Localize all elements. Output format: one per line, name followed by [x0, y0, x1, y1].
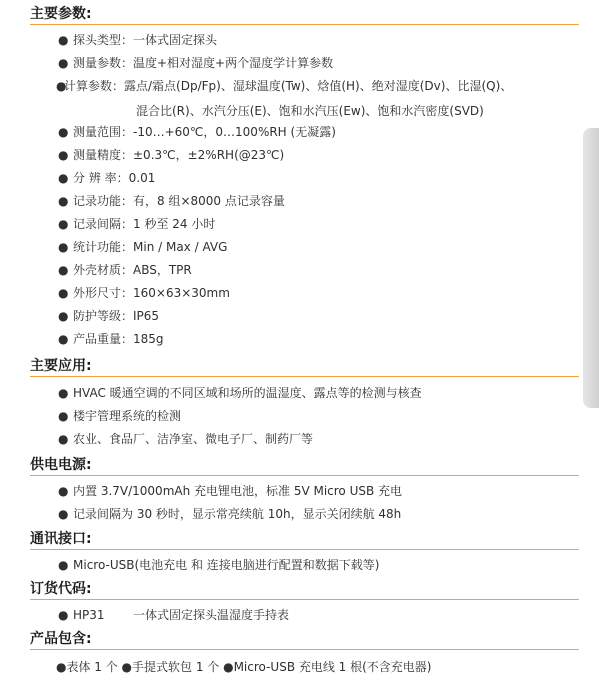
param-resolution: 分 辨 率：0.01: [73, 171, 156, 185]
heading-main-params: [30, 2, 579, 25]
param-statistics: 统计功能：Min / Max / AVG: [73, 240, 228, 254]
application-item: [58, 432, 313, 446]
interface-micro-usb: Micro-USB(电池充电 和 连接电脑进行配置和数据下载等): [73, 558, 380, 572]
interface-item: [58, 558, 379, 572]
bullet-icon: ●: [58, 484, 69, 498]
param-material: 外壳材质：ABS，TPR: [73, 263, 192, 277]
param-item: [58, 332, 164, 346]
heading-interface: [30, 527, 579, 550]
heading-package: [30, 627, 579, 650]
param-item: [58, 56, 333, 70]
heading-power: [30, 453, 579, 476]
package-contents: ●表体 1 个 ●手提式软包 1 个 ●Micro-USB 充电线 1 根(不含充电器): [56, 660, 432, 674]
param-item: [58, 171, 155, 185]
heading-order-code-text: 订货代码:: [30, 581, 92, 597]
heading-applications: [30, 354, 579, 377]
bullet-icon: ●: [58, 507, 69, 521]
param-item: [58, 263, 192, 277]
bullet-icon: ●: [58, 33, 69, 47]
param-item: [58, 309, 159, 323]
bullet-icon: ●: [56, 79, 67, 93]
param-item: [58, 194, 285, 208]
heading-applications-text: 主要应用:: [30, 358, 92, 374]
heading-main-params-text: 主要参数:: [30, 6, 92, 22]
order-item: [58, 608, 289, 622]
param-measured-params: 测量参数：温度+相对湿度+两个湿度学计算参数: [73, 56, 334, 70]
application-item: [58, 409, 181, 423]
bullet-icon: ●: [58, 332, 69, 346]
param-protection: 防护等级：IP65: [73, 309, 160, 323]
order-description: 一体式固定探头温湿度手持表: [133, 608, 290, 622]
power-item: [58, 484, 402, 498]
bullet-icon: ●: [58, 171, 69, 185]
param-calc-params-cont: 混合比(R)、水汽分压(E)、饱和水汽压(Ew)、饱和水汽密度(SVD): [136, 104, 484, 118]
bullet-icon: ●: [58, 240, 69, 254]
power-item: [58, 507, 401, 521]
bullet-icon: ●: [58, 409, 69, 423]
bullet-icon: ●: [58, 125, 69, 139]
application-industries: 农业、食品厂、洁净室、微电子厂、制药厂等: [73, 432, 314, 446]
power-endurance: 记录间隔为 30 秒时，显示常亮续航 10h，显示关闭续航 48h: [73, 507, 402, 521]
param-item: [58, 125, 336, 139]
param-item: [58, 33, 217, 47]
application-item: [58, 386, 422, 400]
bullet-icon: ●: [58, 309, 69, 323]
param-item: [58, 240, 227, 254]
bullet-icon: ●: [58, 217, 69, 231]
param-accuracy: 测量精度：±0.3℃，±2%RH(@23℃): [73, 148, 285, 162]
bullet-icon: ●: [58, 148, 69, 162]
param-calc-params: 计算参数：露点/霜点(Dp/Fp)、湿球温度(Tw)、焓值(H)、绝对湿度(Dv)、比湿(Q)、: [64, 79, 513, 93]
bullet-icon: ●: [58, 56, 69, 70]
param-range: 测量范围：-10…+60℃，0…100%RH (无凝露): [73, 125, 336, 139]
param-interval: 记录间隔：1 秒至 24 小时: [73, 217, 216, 231]
bullet-icon: ●: [58, 608, 69, 622]
param-probe-type: 探头类型：一体式固定探头: [73, 33, 218, 47]
product-photo-edge: [583, 128, 599, 408]
application-bms: 楼宇管理系统的检测: [73, 409, 182, 423]
heading-power-text: 供电电源:: [30, 457, 92, 473]
param-item: [58, 148, 284, 162]
application-hvac: HVAC 暖通空调的不同区域和场所的温湿度、露点等的检测与核查: [73, 386, 422, 400]
param-item: [58, 286, 230, 300]
param-item: [58, 217, 215, 231]
heading-order-code: [30, 577, 579, 600]
bullet-icon: ●: [58, 432, 69, 446]
bullet-icon: ●: [58, 194, 69, 208]
bullet-icon: ●: [58, 558, 69, 572]
bullet-icon: ●: [58, 263, 69, 277]
param-dimensions: 外形尺寸：160×63×30mm: [73, 286, 230, 300]
power-battery: 内置 3.7V/1000mAh 充电锂电池，标准 5V Micro USB 充电: [73, 484, 403, 498]
heading-interface-text: 通讯接口:: [30, 531, 92, 547]
bullet-icon: ●: [58, 386, 69, 400]
bullet-icon: ●: [58, 286, 69, 300]
param-weight: 产品重量：185g: [73, 332, 164, 346]
param-logging: 记录功能：有，8 组×8000 点记录容量: [73, 194, 285, 208]
heading-package-text: 产品包含:: [30, 631, 92, 647]
param-item: [56, 79, 512, 93]
order-code: HP31: [73, 608, 105, 622]
